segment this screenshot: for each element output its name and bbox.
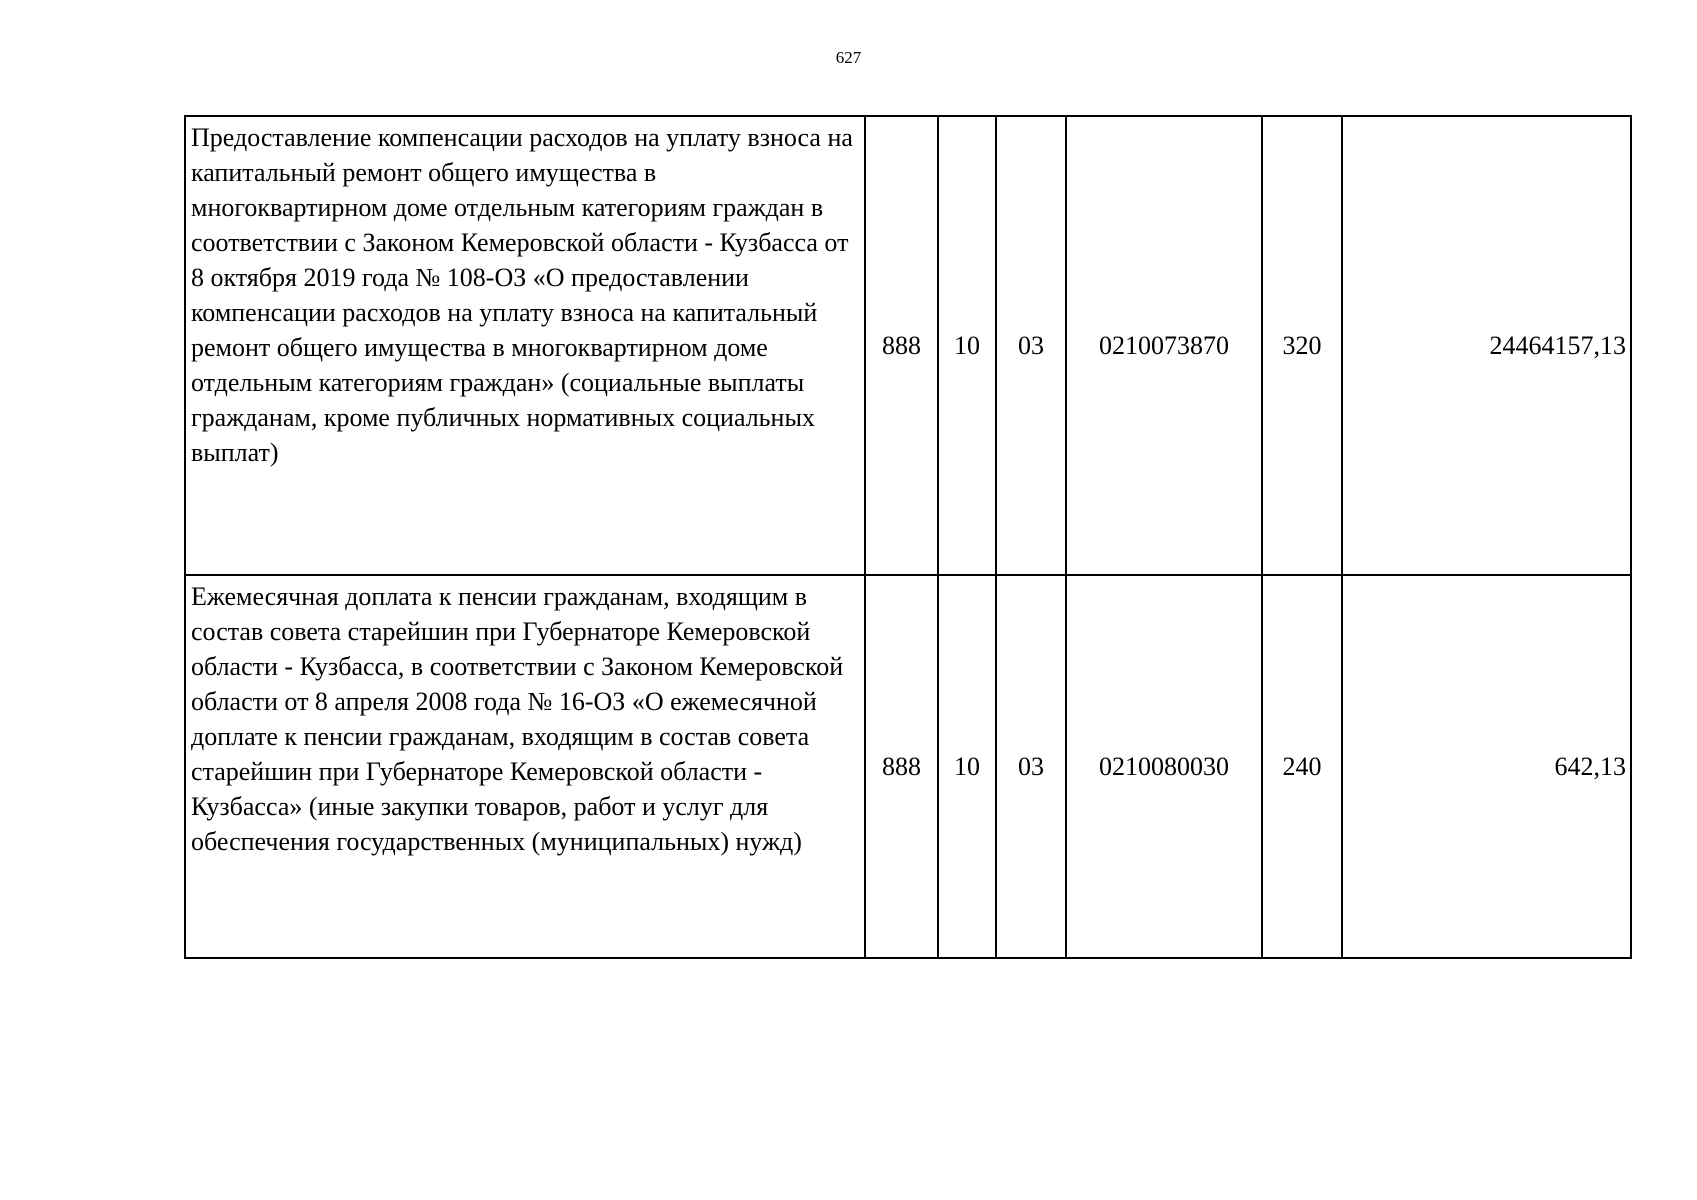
row-subsection-code: 03 xyxy=(996,575,1066,958)
row-amount: 642,13 xyxy=(1342,575,1631,958)
row-section-code: 10 xyxy=(938,116,996,575)
row-grbs-code: 888 xyxy=(865,116,938,575)
table-row xyxy=(185,575,1631,958)
page-number: 627 xyxy=(835,48,862,67)
row-subsection-code: 03 xyxy=(996,116,1066,575)
row-expense-type-code: 240 xyxy=(1262,575,1342,958)
row-expense-type-code: 320 xyxy=(1262,116,1342,575)
row-description: Предоставление компенсации расходов на уплату взноса на капитальный ремонт общего имущества в многоквартирном доме отдельным категориям граждан в соответствии с Законом Кемеровской области - Кузбасса от 8 октября 2019 года № 108-ОЗ «О предоставлении компенсации расходов на уплату взноса на капитальный ремонт общего имущества в многоквартирном доме отдельным категориям граждан» (социальные выплаты гражданам, кроме публичных нормативных социальных выплат) xyxy=(185,116,865,575)
row-target-article-code: 0210073870 xyxy=(1066,116,1262,575)
table-row xyxy=(185,116,1631,575)
budget-table xyxy=(184,115,1632,959)
row-description: Ежемесячная доплата к пенсии гражданам, входящим в состав совета старейшин при Губернаторе Кемеровской области - Кузбасса, в соответствии с Законом Кемеровской области от 8 апреля 2008 года № 16-ОЗ «О ежемесячной доплате к пенсии гражданам, входящим в состав совета старейшин при Губернаторе Кемеровской области - Кузбасса» (иные закупки товаров, работ и услуг для обеспечения государственных (муниципальных) нужд) xyxy=(185,575,865,958)
row-amount: 24464157,13 xyxy=(1342,116,1631,575)
row-section-code: 10 xyxy=(938,575,996,958)
row-target-article-code: 0210080030 xyxy=(1066,575,1262,958)
row-grbs-code: 888 xyxy=(865,575,938,958)
